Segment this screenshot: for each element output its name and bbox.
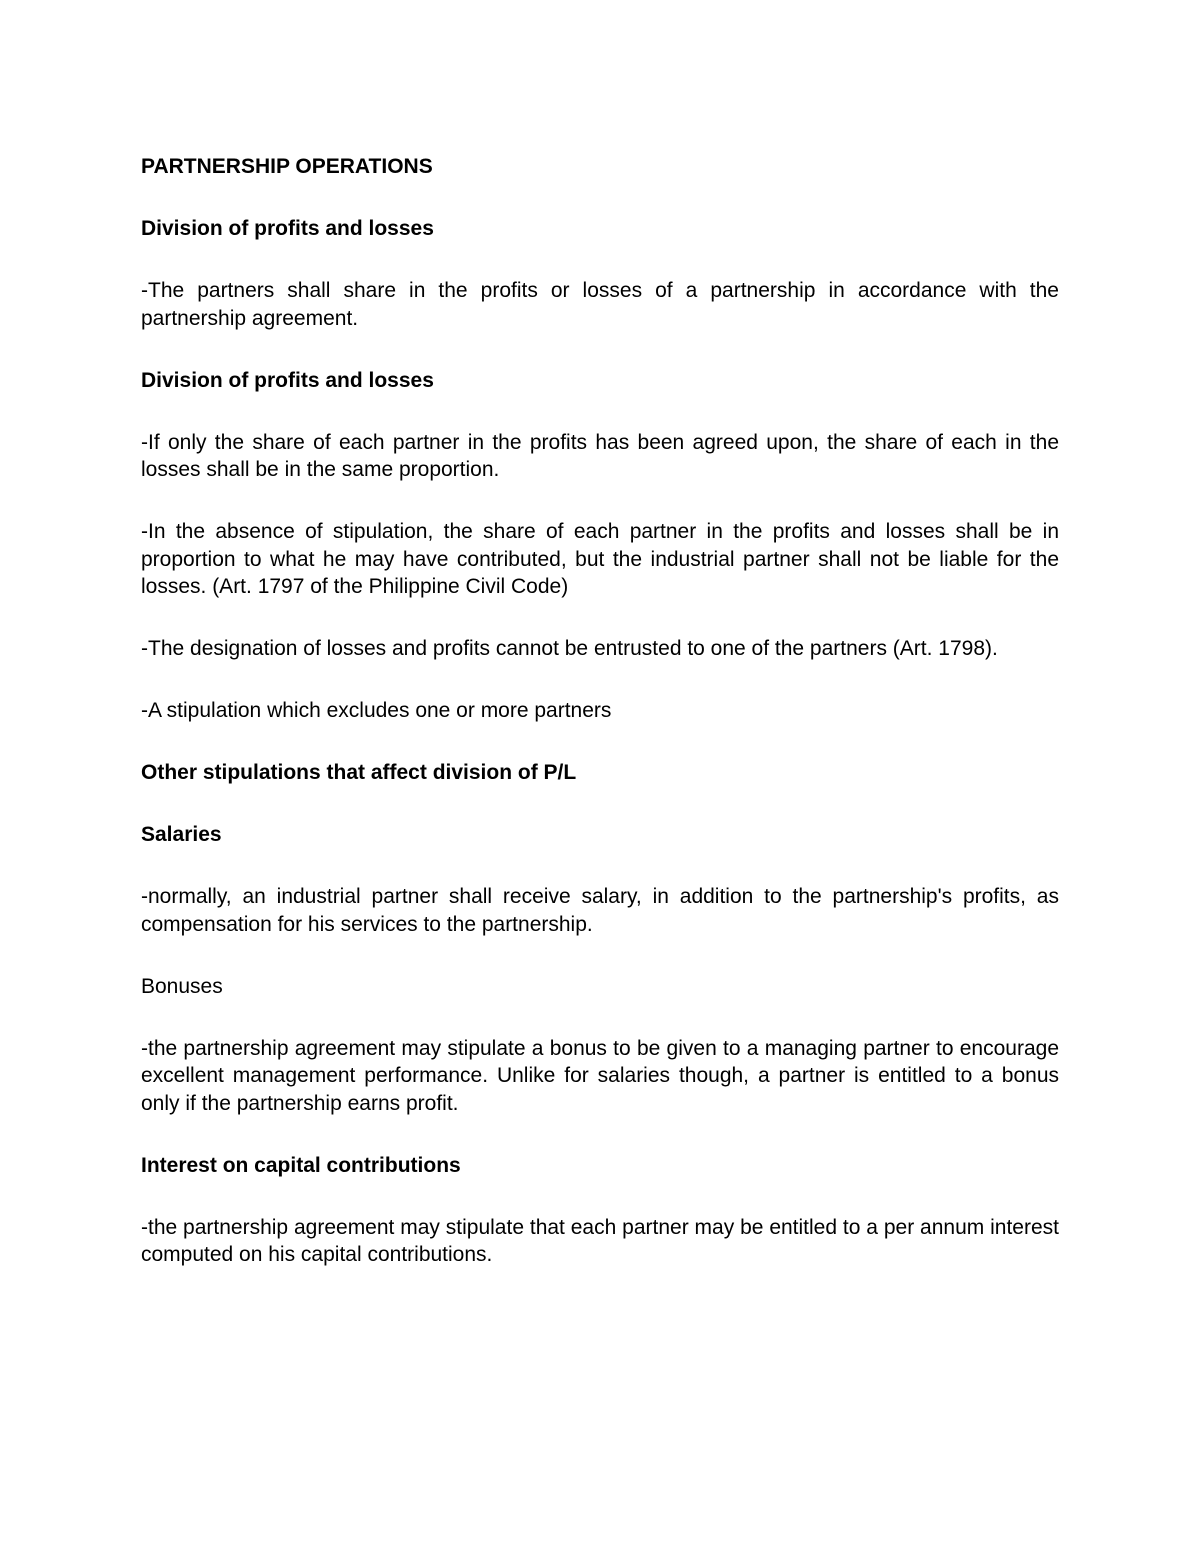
paragraph-interest-on-capital: -the partnership agreement may stipulate that each partner may be entitled to a per annum interest computed on his capital contributions. [141, 1215, 1059, 1266]
document-body [141, 153, 1059, 1303]
heading-division-of-profits-1: Division of profits and losses [141, 217, 434, 240]
paragraph-designation-of-losses: -The designation of losses and profits cannot be entrusted to one of the partners (Art. 1798). [141, 637, 998, 660]
heading-interest-on-capital: Interest on capital contributions [141, 1153, 461, 1177]
heading-bonuses: Bonuses [141, 974, 223, 998]
document-title: PARTNERSHIP OPERATIONS [141, 155, 433, 178]
paragraph-salaries: -normally, an industrial partner shall receive salary, in addition to the partnership's profits, as compensation for his services to the partnership. [141, 885, 1059, 936]
paragraph-bonuses: -the partnership agreement may stipulate a bonus to be given to a managing partner to encourage excellent management performance. Unlike for salaries though, a partner is entitled to a bonus only if the partnership earns profit. [141, 1036, 1059, 1115]
paragraph-excluding-stipulation: -A stipulation which excludes one or more partners [141, 699, 612, 722]
paragraph-same-proportion: -If only the share of each partner in the profits has been agreed upon, the share of each in the losses shall be in the same proportion. [141, 430, 1059, 481]
heading-division-of-profits-2: Division of profits and losses [141, 368, 434, 392]
heading-salaries: Salaries [141, 823, 222, 846]
paragraph-share-per-agreement: -The partners shall share in the profits or losses of a partnership in accordance with the partnership agreement. [141, 279, 1059, 330]
heading-other-stipulations: Other stipulations that affect division of P/L [141, 761, 577, 784]
paragraph-absence-of-stipulation: -In the absence of stipulation, the share of each partner in the profits and losses shall be in proportion to what he may have contributed, but the industrial partner shall not be liable for the losses. (Art. 1797 of the Philippine Civil Code) [141, 520, 1059, 598]
